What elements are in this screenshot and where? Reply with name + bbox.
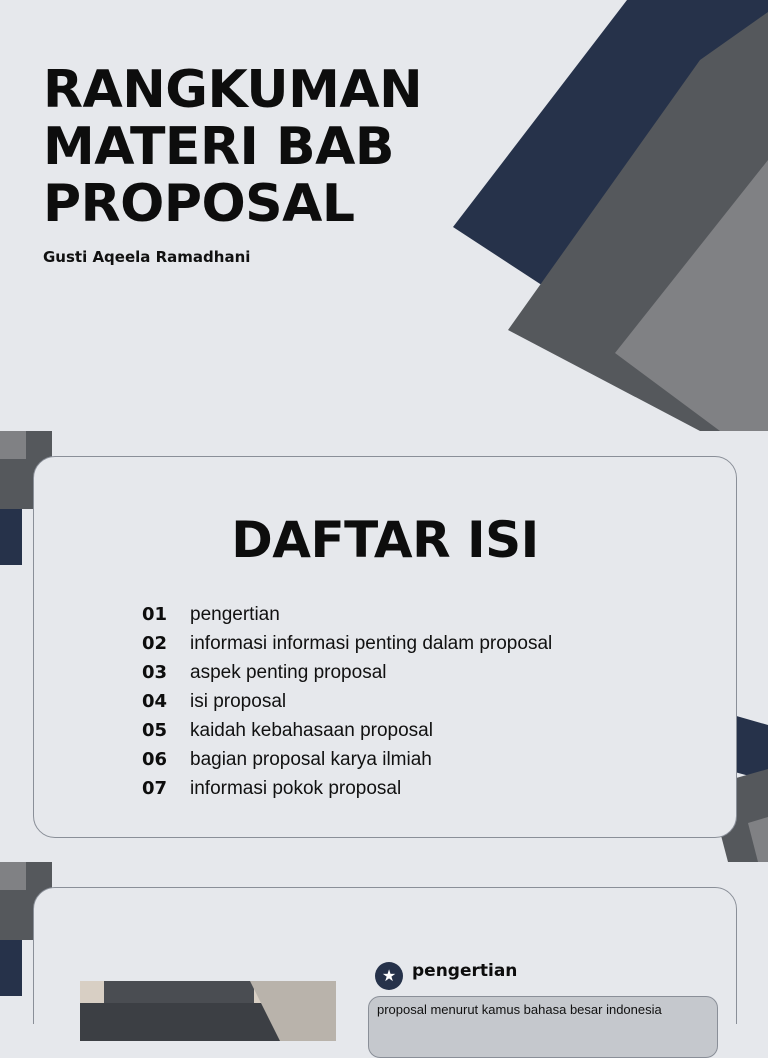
cover-title [43,62,463,233]
toc-item[interactable] [142,716,552,745]
toc-number: 01 [142,604,168,625]
toc-text: informasi pokok proposal [190,777,402,799]
toc-number: 04 [142,691,168,712]
toc-number: 05 [142,720,168,741]
decorative-image [80,981,336,1041]
toc-number: 07 [142,778,168,799]
toc-list [142,600,552,803]
toc-text: informasi informasi penting dalam proposal [190,632,553,654]
toc-text: isi proposal [190,690,287,712]
definition-box [368,996,718,1058]
toc-card [33,456,737,838]
toc-title: DAFTAR ISI [231,511,539,569]
toc-page [0,431,768,862]
cover-title-line-3: PROPOSAL [43,174,355,234]
toc-number: 02 [142,633,168,654]
toc-text: bagian proposal karya ilmiah [190,748,432,770]
toc-item[interactable] [142,774,552,803]
image-placeholder [80,981,336,1041]
cover-title-line-2: MATERI BAB [43,117,394,177]
star-icon: ★ [375,962,403,990]
author-name: Gusti Aqeela Ramadhani [43,248,251,266]
toc-text: pengertian [190,603,280,625]
toc-item[interactable] [142,687,552,716]
toc-number: 03 [142,662,168,683]
cover-title-line-1: RANGKUMAN [43,60,423,120]
toc-item[interactable] [142,658,552,687]
left-navy-block [0,940,22,996]
definition-text: proposal menurut kamus bahasa besar indonesia [377,1002,662,1017]
toc-text: kaidah kebahasaan proposal [190,719,433,741]
toc-item[interactable] [142,600,552,629]
cover-page [0,0,768,431]
toc-item[interactable] [142,629,552,658]
left-light-square [0,862,26,890]
left-navy-block [0,509,22,565]
toc-item[interactable] [142,745,552,774]
toc-text: aspek penting proposal [190,661,387,683]
left-light-square [0,431,26,459]
section-heading: pengertian [412,961,518,981]
toc-number: 06 [142,749,168,770]
